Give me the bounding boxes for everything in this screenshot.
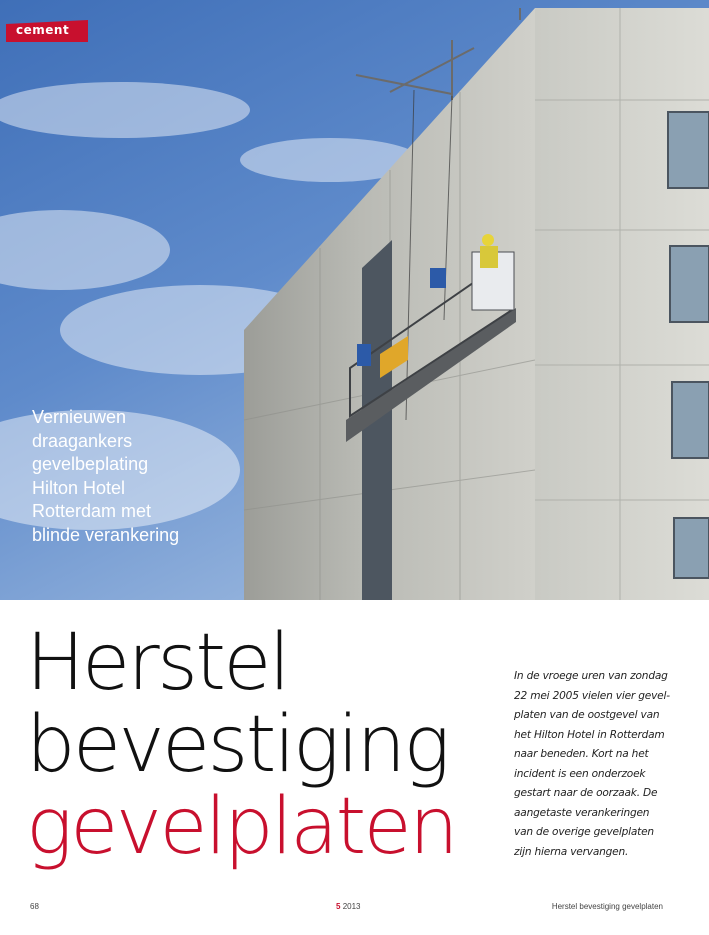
title-line-3: gevelplaten [26,782,457,872]
issue-label [336,902,360,911]
intro-line: In de vroege uren van zondag [514,670,668,682]
intro-line: het Hilton Hotel in Rotterdam [514,728,665,741]
hero-caption-line: Vernieuwen [32,407,127,427]
issue-number: 5 [336,902,341,911]
hero-caption-line: Hilton Hotel [32,477,126,498]
title-line-2: bevestiging [26,700,448,790]
article-intro [514,667,689,862]
intro-line: aangetaste verankeringen [514,806,650,819]
page-number: 68 [30,902,39,911]
hero-caption-line: gevelbeplating [32,454,149,474]
intro-line: van de overige gevelplaten [514,826,654,838]
hero-caption-line: draagankers [32,430,133,451]
page-footer [0,902,709,916]
intro-line: zijn hierna vervangen. [514,845,629,858]
logo-text: cement [16,23,70,37]
hero-caption [32,406,292,547]
hero-caption-line: blinde verankering [32,524,180,545]
intro-line: 22 mei 2005 vielen vier gevel- [514,689,670,702]
intro-line: gestart naar de oorzaak. De [514,787,658,799]
magazine-logo [6,20,88,42]
intro-line: platen van de oostgevel van [514,709,660,721]
title-line-1: Herstel [26,618,289,708]
intro-line: naar beneden. Kort na het [514,748,649,760]
intro-line: incident is een onderzoek [514,767,646,780]
issue-year: 2013 [342,902,361,911]
running-title: Herstel bevestiging gevelplaten [551,902,663,911]
article-title [26,618,496,872]
hero-caption-line: Rotterdam met [32,501,152,521]
